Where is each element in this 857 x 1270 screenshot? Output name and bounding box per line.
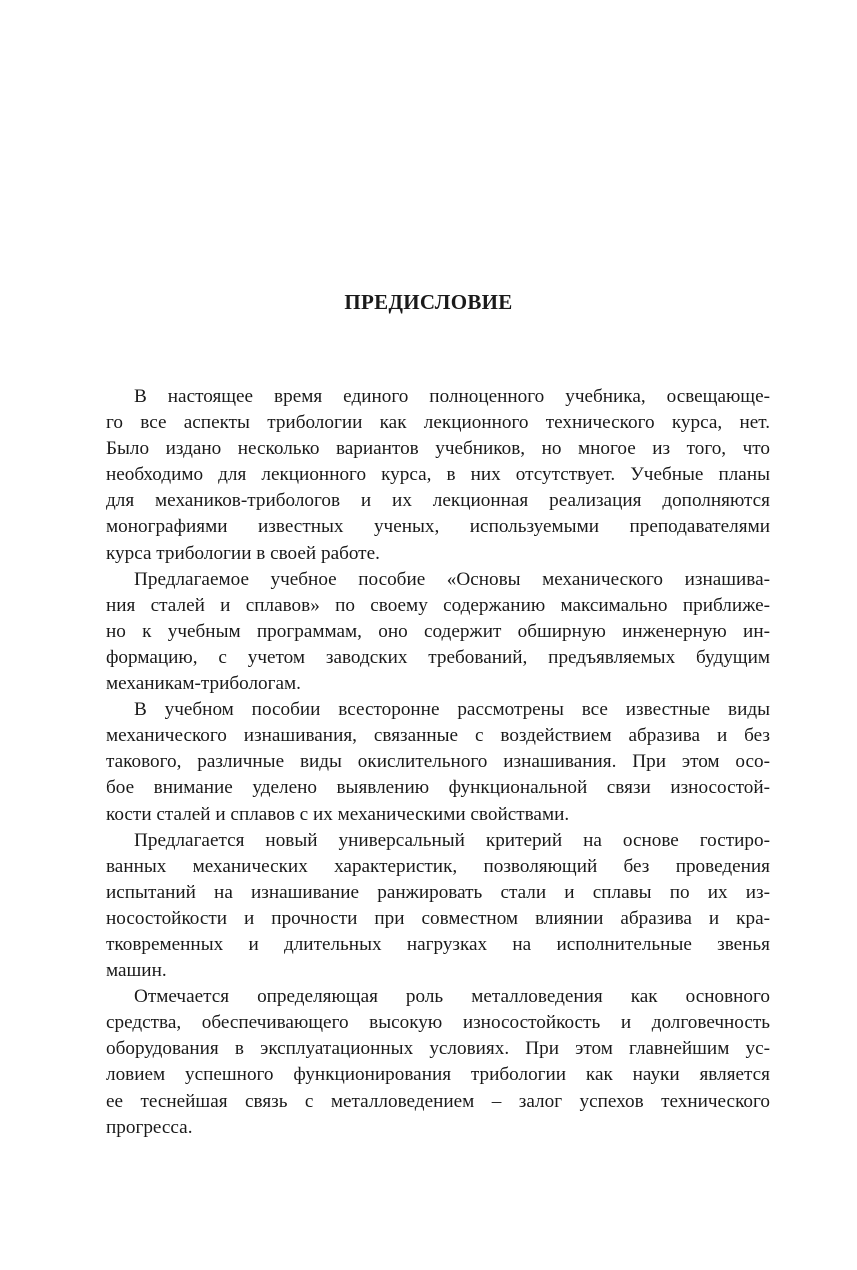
text-line: испытаний на изнашивание ранжировать стали и сплавы по их из- [106,881,770,903]
text-line: машин. [106,960,167,982]
text-line: монографиями известных ученых, используемыми преподавателями [106,516,770,538]
text-line: механикам-трибологам. [106,673,301,695]
text-line: Предлагаемое учебное пособие «Основы механического изнашива- [134,568,770,590]
text-line: ванных механических характеристик, позволяющий без проведения [106,855,770,877]
text-line: тковременных и длительных нагрузках на исполнительные звенья [106,933,770,955]
text-line: ловием успешного функционирования трибологии как науки является [106,1064,770,1086]
text-line: бое внимание уделено выявлению функциональной связи износостой- [106,777,770,799]
text-line: носостойкости и прочности при совместном влиянии абразива и кра- [106,907,770,929]
paragraph [106,984,770,1141]
text-line: средства, обеспечивающего высокую износостойкость и долговечность [106,1012,770,1034]
text-line: курса трибологии в своей работе. [106,542,380,564]
text-line: Отмечается определяющая роль металловедения как основного [134,986,770,1008]
paragraph [106,828,770,985]
text-line: го все аспекты трибологии как лекционного технического курса, нет. [106,412,770,434]
text-line: Предлагается новый универсальный критерий на основе гостиро- [134,829,770,851]
text-line: оборудования в эксплуатационных условиях. При этом главнейшим ус- [106,1038,770,1060]
paragraph [106,567,770,697]
text-line: кости сталей и сплавов с их механическими свойствами. [106,803,570,825]
page-title: ПРЕДИСЛОВИЕ [344,290,513,314]
paragraph [106,697,770,827]
text-line: необходимо для лекционного курса, в них отсутствует. Учебные планы [106,464,770,486]
paragraph [106,384,770,567]
text-line: ния сталей и сплавов» по своему содержанию максимально приближе- [106,594,770,616]
text-line: Было издано несколько вариантов учебников, но многое из того, что [106,438,770,460]
text-line: для механиков-трибологов и их лекционная реализация дополняются [106,490,770,512]
text-line: формацию, с учетом заводских требований, предъявляемых будущим [106,646,770,668]
text-line: В учебном пособии всесторонне рассмотрены все известные виды [134,699,770,721]
text-line: механического изнашивания, связанные с воздействием абразива и без [106,725,770,747]
text-line: В настоящее время единого полноценного учебника, освещающе- [134,386,770,407]
text-line: прогресса. [106,1116,193,1138]
text-line: ее теснейшая связь с металловедением – залог успехов технического [106,1090,770,1112]
text-line: но к учебным программам, оно содержит обширную инженерную ин- [106,620,770,642]
preface-body [106,384,770,1141]
text-line: такового, различные виды окислительного изнашивания. При этом осо- [106,751,770,773]
